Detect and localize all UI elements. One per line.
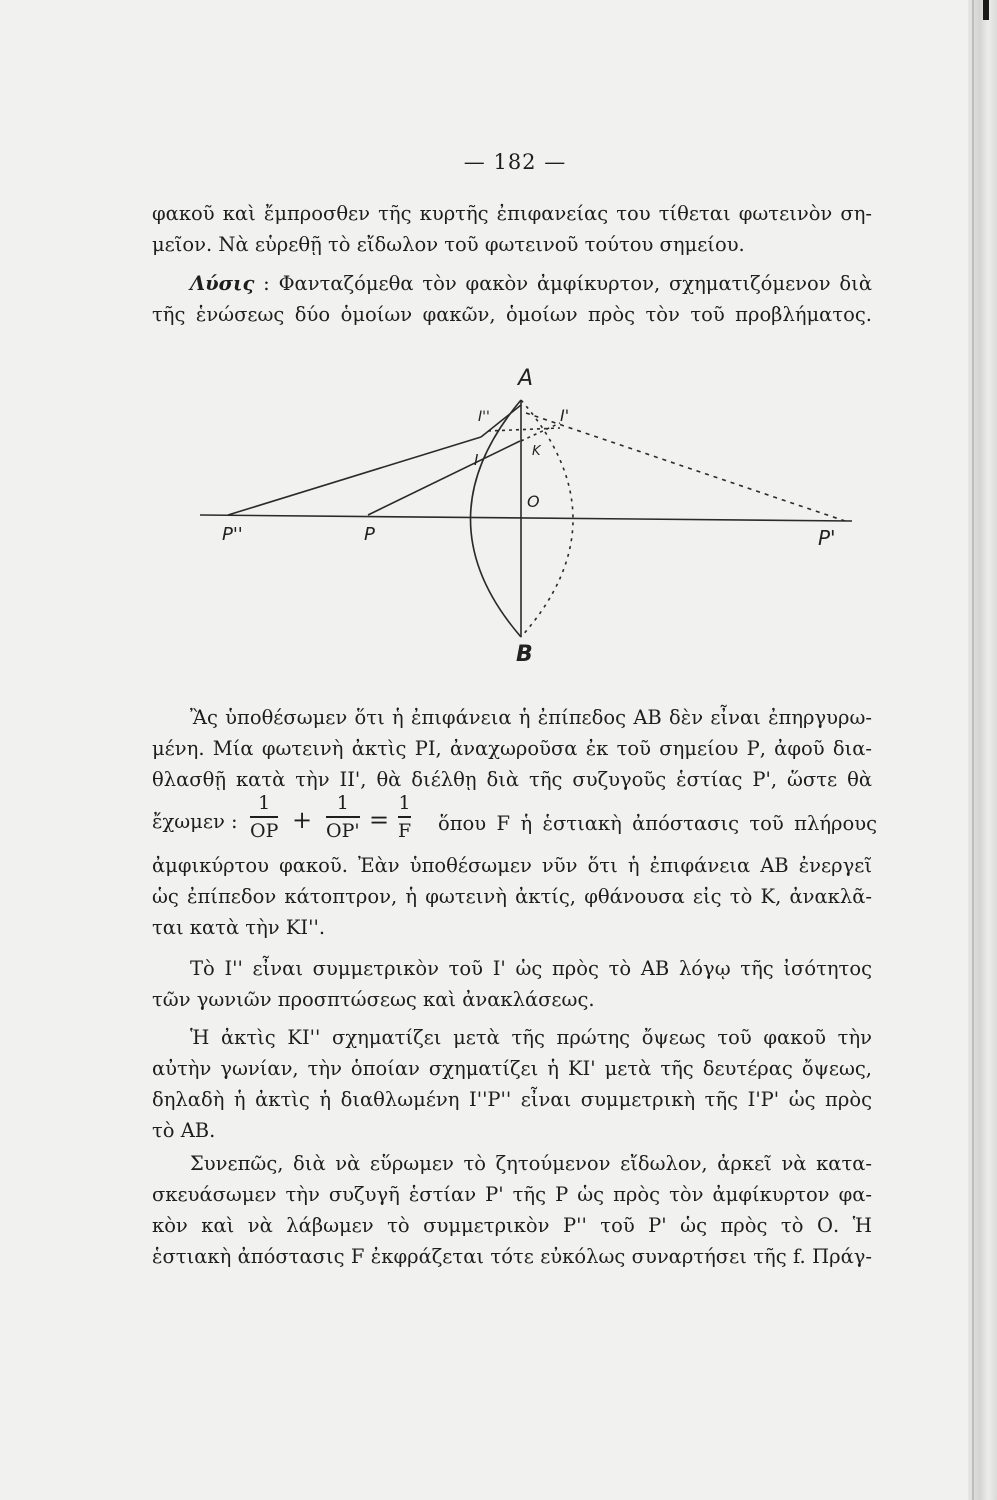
fraction-bar (326, 816, 360, 818)
numerator: 1 (398, 792, 411, 814)
formula-lead: ἔχωμεν : (152, 810, 238, 833)
text-line (152, 268, 872, 299)
text-line: φακοῦ καὶ ἔμπροσθεν τῆς κυρτῆς ἐπιφανείας του τίθεται φωτεινὸν ση- (152, 202, 872, 225)
paragraph-4 (152, 1148, 872, 1272)
text-line: τῶν γωνιῶν προσπτώσεως καὶ ἀνακλάσεως. (152, 988, 595, 1011)
text-line: ἀμφικύρτου φακοῦ. Ἐὰν ὑποθέσωμεν νῦν ὅτι ἡ ἐπιφάνεια ΑΒ ἐνεργεῖ (152, 854, 872, 877)
optical-axis (200, 515, 852, 521)
fraction-1-over-op-prime (326, 792, 360, 842)
denominator: F (398, 819, 412, 842)
formula-tail: ὅπου F ἡ ἑστιακὴ ἀπόστασις τοῦ πλήρους (438, 812, 877, 835)
paragraph-1 (152, 702, 872, 795)
label-p-double: P'' (222, 524, 243, 545)
label-o: O (527, 492, 540, 511)
paragraph-1-continued (152, 850, 872, 912)
label-i: I (474, 451, 479, 469)
label-a: A (518, 366, 534, 391)
text-line: μεῖον. Νὰ εὑρεθῇ τὸ εἴδωλον τοῦ φωτεινοῦ τούτου σημείου. (152, 233, 745, 256)
text-line: Ἂς ὑποθέσωμεν ὅτι ἡ ἐπιφάνεια ἡ ἐπίπεδος ΑΒ δὲν εἶναι ἐπηργυρω- (190, 706, 872, 729)
text-line: θλασθῇ κατὰ τὴν ΙΙ', θὰ διέλθῃ διὰ τῆς συζυγοῦς ἑστίας Ρ', ὥστε θὰ (152, 768, 872, 791)
page-number: — 182 — (463, 150, 567, 174)
fraction-bar (250, 816, 278, 818)
text-line: ὡς ἐπίπεδον κάτοπτρον, ἡ φωτεινὴ ἀκτίς, φθάνουσα εἰς τὸ Κ, ἀνακλᾶ- (152, 885, 872, 908)
ray-p-to-k (368, 441, 520, 515)
intro-paragraph-end (152, 229, 872, 260)
solution-paragraph (152, 268, 872, 299)
text-line: ἑστιακὴ ἀπόστασις F ἐκφράζεται τότε εὐκόλως συναρτήσει τῆς f. Πράγ- (152, 1245, 872, 1268)
fraction-1-over-f (398, 792, 411, 842)
lens-formula (152, 790, 877, 848)
denominator: OP (250, 819, 279, 842)
text-line: Συνεπῶς, διὰ νὰ εὕρωμεν τὸ ζητούμενον εἴδωλον, ἀρκεῖ νὰ κατα- (190, 1152, 872, 1175)
text-line: Ἡ ἀκτὶς ΚΙ'' σχηματίζει μετὰ τῆς πρώτης ὄψεως τοῦ φακοῦ τὴν (190, 1026, 872, 1049)
text-line: δηλαδὴ ἡ ἀκτὶς ἡ διαθλωμένη Ι''Ρ'' εἶναι συμμετρικὴ τῆς Ι'Ρ' ὡς πρὸς (152, 1088, 872, 1111)
fraction-1-over-op (250, 792, 278, 842)
paragraph-2-end (152, 984, 872, 1015)
numerator: 1 (336, 792, 349, 814)
page-edge-line (972, 0, 974, 1500)
label-k: K (532, 444, 541, 459)
solution-text: : Φανταζόμεθα τὸν φακὸν ἀμφίκυρτον, σχηματιζόμενον διὰ (254, 272, 872, 295)
numerator: 1 (258, 792, 271, 814)
intro-paragraph (152, 198, 872, 229)
text-line: Τὸ Ι'' εἶναι συμμετρικὸν τοῦ Ι' ὡς πρὸς τὸ ΑΒ λόγῳ τῆς ἰσότητος (190, 957, 872, 980)
plus-sign: + (292, 806, 313, 834)
paragraph-1-end (152, 912, 872, 943)
text-line: κὸν καὶ νὰ λάβωμεν τὸ συμμετρικὸν Ρ'' τοῦ Ρ' ὡς πρὸς τὸ Ο. Ἡ (152, 1214, 872, 1237)
text-line: τὸ ΑΒ. (152, 1119, 216, 1142)
text-line: μένη. Μία φωτεινὴ ἀκτὶς ΡΙ, ἀναχωροῦσα ἐκ τοῦ σημείου Ρ, ἀφοῦ δια- (152, 737, 872, 760)
label-p-prime: P' (818, 526, 836, 550)
paragraph-2 (152, 953, 872, 984)
solution-label: Λύσις (190, 272, 255, 295)
text-line: τῆς ἑνώσεως δύο ὁμοίων φακῶν, ὁμοίων πρὸς τὸν τοῦ προβλήματος. (152, 303, 872, 326)
text-line: σκευάσωμεν τὴν συζυγῆ ἑστίαν Ρ' τῆς Ρ ὡς πρὸς τὸν ἀμφίκυρτον φα- (152, 1183, 872, 1206)
text-line: ται κατὰ τὴν ΚΙ''. (152, 916, 326, 939)
label-i-double: I'' (478, 409, 490, 425)
equals-sign: = (369, 806, 390, 834)
label-p: P (364, 524, 375, 545)
lens-diagram (0, 355, 997, 675)
denominator: OP' (326, 819, 360, 842)
label-b: B (516, 642, 533, 667)
ray-p-double-to-i (228, 437, 481, 515)
ray-i-prime-to-p-prime (526, 413, 845, 521)
paragraph-3-end (152, 1115, 872, 1146)
fraction-bar (398, 816, 411, 818)
solution-paragraph-end (152, 299, 872, 330)
corner-mark (983, 0, 989, 20)
text-line: αὐτὴν γωνίαν, τὴν ὁποίαν σχηματίζει ἡ ΚΙ' μετὰ τῆς δευτέρας ὄψεως, (152, 1057, 872, 1080)
label-i-prime: I' (560, 406, 570, 425)
paragraph-3 (152, 1022, 872, 1115)
